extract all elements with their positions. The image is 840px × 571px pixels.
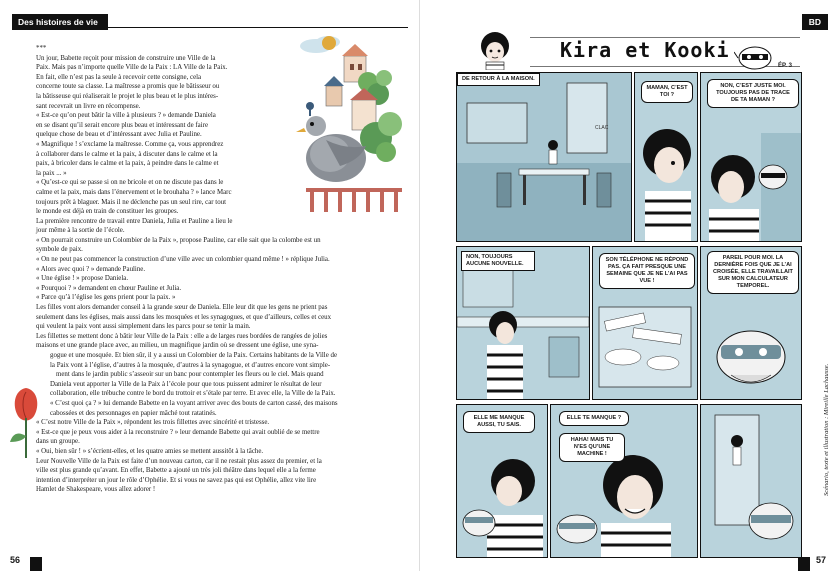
story-line: Leur Nouvelle Ville de la Paix est faite d’un nouveau carton, car il ne restait plus assez du premier, et la	[36, 457, 322, 465]
story-line: « Oui, bien sûr ! » s’écrient-elles, et les quatre amies se mettent aussitôt à la tâche.	[36, 447, 264, 455]
section-tab: Des histoires de vie	[12, 14, 108, 30]
comic-panel-3	[700, 72, 802, 242]
comic-panel-1	[456, 72, 632, 242]
kira-head-icon	[478, 30, 512, 70]
story-line: maisons et une grande place avec, au milieu, un magnifique jardin où se dressent une église, une syna-	[36, 342, 319, 350]
comic-credits: Scénario, texte et illustration : Mireille Lachausse.	[823, 363, 830, 497]
story-line: seulement dans les églises, mais aussi dans les mosquées et les synagogues, et que d’ailleurs, celles et ceux	[36, 313, 332, 321]
right-page	[420, 0, 840, 571]
kira-laughing-illustration	[551, 405, 697, 557]
story-line: « Parce qu’à l’église les gens prient pour la paix. »	[36, 294, 176, 302]
story-line: en se disant qu’il serait encore plus beau et intéressant de faire	[36, 121, 209, 129]
story-line: Les filles vont alors demander conseil à la grande sœur de Daniela. Elle leur dit que les gens ne prient pas	[36, 304, 328, 312]
page-number-right: 57	[815, 555, 826, 565]
story-line: Hamlet de Shakespeare, vous allez adorer !	[36, 486, 156, 494]
comic-panel-9	[700, 404, 802, 558]
story-column-narrow	[36, 54, 298, 236]
story-text	[36, 44, 402, 495]
story-line: Daniela veut apporter la Ville de la Paix à l’école pour que tous puissent admirer le résultat de leur	[50, 380, 322, 388]
panel-8-speech-bubble-1: ELLE TE MANQUE ?	[559, 411, 629, 426]
story-line: dans un groupe.	[36, 438, 80, 446]
story-line: calme et la paix, mais dans l’énervement et le brouhaha ? » lance Marc	[36, 188, 232, 196]
story-line: sant recevrait un livre en récompense.	[36, 102, 141, 110]
story-line: « On ne peut pas commencer la construction d’une ville avec un colombier quand même ! » réplique Julia.	[36, 256, 330, 264]
comic-title: Kira et Kooki	[560, 38, 730, 62]
page-marker-left	[30, 557, 42, 571]
comic-panel-2	[634, 72, 698, 242]
story-line: gogue et une mosquée. Et bien sûr, il y a aussi un Colombier de la Paix. Certains habitants de la Ville de	[50, 352, 337, 359]
comic-panel-6	[700, 246, 802, 400]
story-line: paix, à bricoler dans le calme et la paix, à peindre dans le calme et	[36, 160, 219, 168]
story-line: collaboration, elle trébuche contre le bord du trottoir et s’étale par terre. Et avec elle, la Ville de la Paix.	[50, 390, 336, 398]
panel-1-caption: DE RETOUR À LA MAISON.	[457, 73, 540, 86]
story-line: Un jour, Babette reçoit pour mission de construire une Ville de la	[36, 54, 216, 62]
story-line: « C’est quoi ça ? » lui demande Babette en la voyant arriver avec des bouts de carton cassé, des maisons	[50, 399, 338, 407]
story-line: La première rencontre de travail entre Daniela, Julia et Pauline a lieu le	[36, 217, 233, 225]
story-line: « Qu’est-ce qui se passe si on ne bricole et on ne discute pas dans le	[36, 179, 224, 187]
story-line: la paix ... »	[36, 169, 67, 177]
story-line: la Paix vont à l’église, d’autres à la mosquée, d’autres à la synagogue, et d’autres encore vont simple-	[50, 361, 331, 369]
story-line: intention d’interpréter un jour le rôle d’Ophélie. Et si vous ne savez pas qui est Ophélie, allez vite lire	[36, 476, 317, 484]
comic-panel-8	[550, 404, 698, 558]
panel-6-speech-bubble: PAREIL POUR MOI. LA DERNIÈRE FOIS QUE JE L’AI CROISÉE, ELLE TRAVAILLAIT SUR MON CALCULATEUR TEMPOREL.	[707, 251, 799, 294]
panel-7-speech-bubble: ELLE ME MANQUE AUSSI, TU SAIS.	[463, 411, 535, 433]
panel-5-speech-bubble: SON TÉLÉPHONE NE RÉPOND PAS. ÇA FAIT PRESQUE UNE SEMAINE QUE JE NE L’AI PAS VUE !	[599, 253, 695, 289]
story-line: « Une église ! » propose Daniela.	[36, 275, 129, 283]
story-line: « On pourrait construire un Colombier de la Paix », propose Pauline, car elle sait que la colombe est un	[36, 236, 321, 244]
story-line: ville est plus grande qu’avant. En effet, Babette a ajouté un très joli théâtre dans lequel elle a la ferme	[36, 467, 316, 475]
kitchen-scene-illustration	[457, 73, 631, 241]
panel-1-sfx: CLAC	[595, 125, 609, 131]
comic-panel-4	[456, 246, 590, 400]
page-number-left: 56	[10, 555, 21, 565]
story-line: « Pourquoi ? » demandent en chœur Pauline et Julia.	[36, 284, 182, 292]
story-line: la bâtisseuse qui réaliserait le projet le plus beau et le plus intéres-	[36, 92, 219, 100]
comic-panel-7	[456, 404, 548, 558]
story-line: cabossées et des personnages en papier mâché tout ratatinés.	[50, 409, 217, 417]
episode-label: ÉP. 3	[778, 63, 792, 69]
story-line: Les fillettes se mettent donc à bâtir leur Ville de la Paix : elle a de larges rues bordées de rangées de jolies	[36, 332, 328, 340]
story-line: symbole de paix.	[36, 246, 83, 254]
panel-4-caption: NON, TOUJOURS AUCUNE NOUVELLE.	[461, 251, 535, 271]
story-line: qui veulent la paix vont aussi simplement dans les parcs pour se tenir la main.	[36, 323, 251, 331]
story-line: le monde est déjà en train de constituer les groupes.	[36, 208, 179, 216]
story-line: « Est-ce que je peux vous aider à la reconstruire ? » leur demande Babette qui avait oublié de se mettre	[36, 428, 320, 436]
story-line: à collaborer dans le calme et la paix, à discuter dans le calme et la	[36, 150, 218, 158]
panel-8-speech-bubble-2: HAHA! MAIS TU N’ES QU’UNE MACHINE !	[559, 433, 625, 462]
story-line: « Est-ce qu’on peut bâtir la ville à plusieurs ? » demande Daniela	[36, 112, 216, 120]
bd-tab: BD	[802, 14, 828, 30]
story-line: concerne toute sa classe. La maîtresse a promis que le bâtisseur ou	[36, 83, 220, 91]
story-line: En fait, elle n’est pas la seule à recevoir cette consigne, cela	[36, 73, 202, 81]
story-line: ment dans le jardin public s’asseoir sur un banc pour contempler les fleurs ou le ciel. Mais quand	[56, 371, 324, 379]
story-line: toujours prêt à blaguer. Mais il ne déclenche pas un seul rire, car tout	[36, 198, 227, 206]
panel-3-speech-bubble: NON, C’EST JUSTE MOI. TOUJOURS PAS DE TRACE DE TA MAMAN ?	[707, 79, 799, 108]
story-line: « C’est notre Ville de la Paix », répondent les trois fillettes avec sincérité et tristesse.	[36, 419, 270, 427]
story-line: Paix. Mais pas n’importe quelle Ville de la Paix : LA Ville de la Paix.	[36, 64, 228, 72]
panel-2-speech-bubble: MAMAN, C’EST TOI ?	[641, 81, 693, 103]
page-marker-right	[798, 557, 810, 571]
comic-panel-5	[592, 246, 698, 400]
story-line: « Magnifique ! s’exclame la maîtresse. Comme ça, vous apprendrez	[36, 140, 224, 148]
story-separator: ***	[36, 45, 47, 52]
kooki-leaving-illustration	[701, 405, 801, 557]
story-line: jour même à la sortie de l’école.	[36, 227, 125, 235]
kooki-robot-icon	[734, 46, 776, 72]
story-line: quelque chose de beau et d’intéressant avec Julia et Pauline.	[36, 131, 202, 139]
story-line: « Alors avec quoi ? » demande Pauline.	[36, 265, 146, 273]
